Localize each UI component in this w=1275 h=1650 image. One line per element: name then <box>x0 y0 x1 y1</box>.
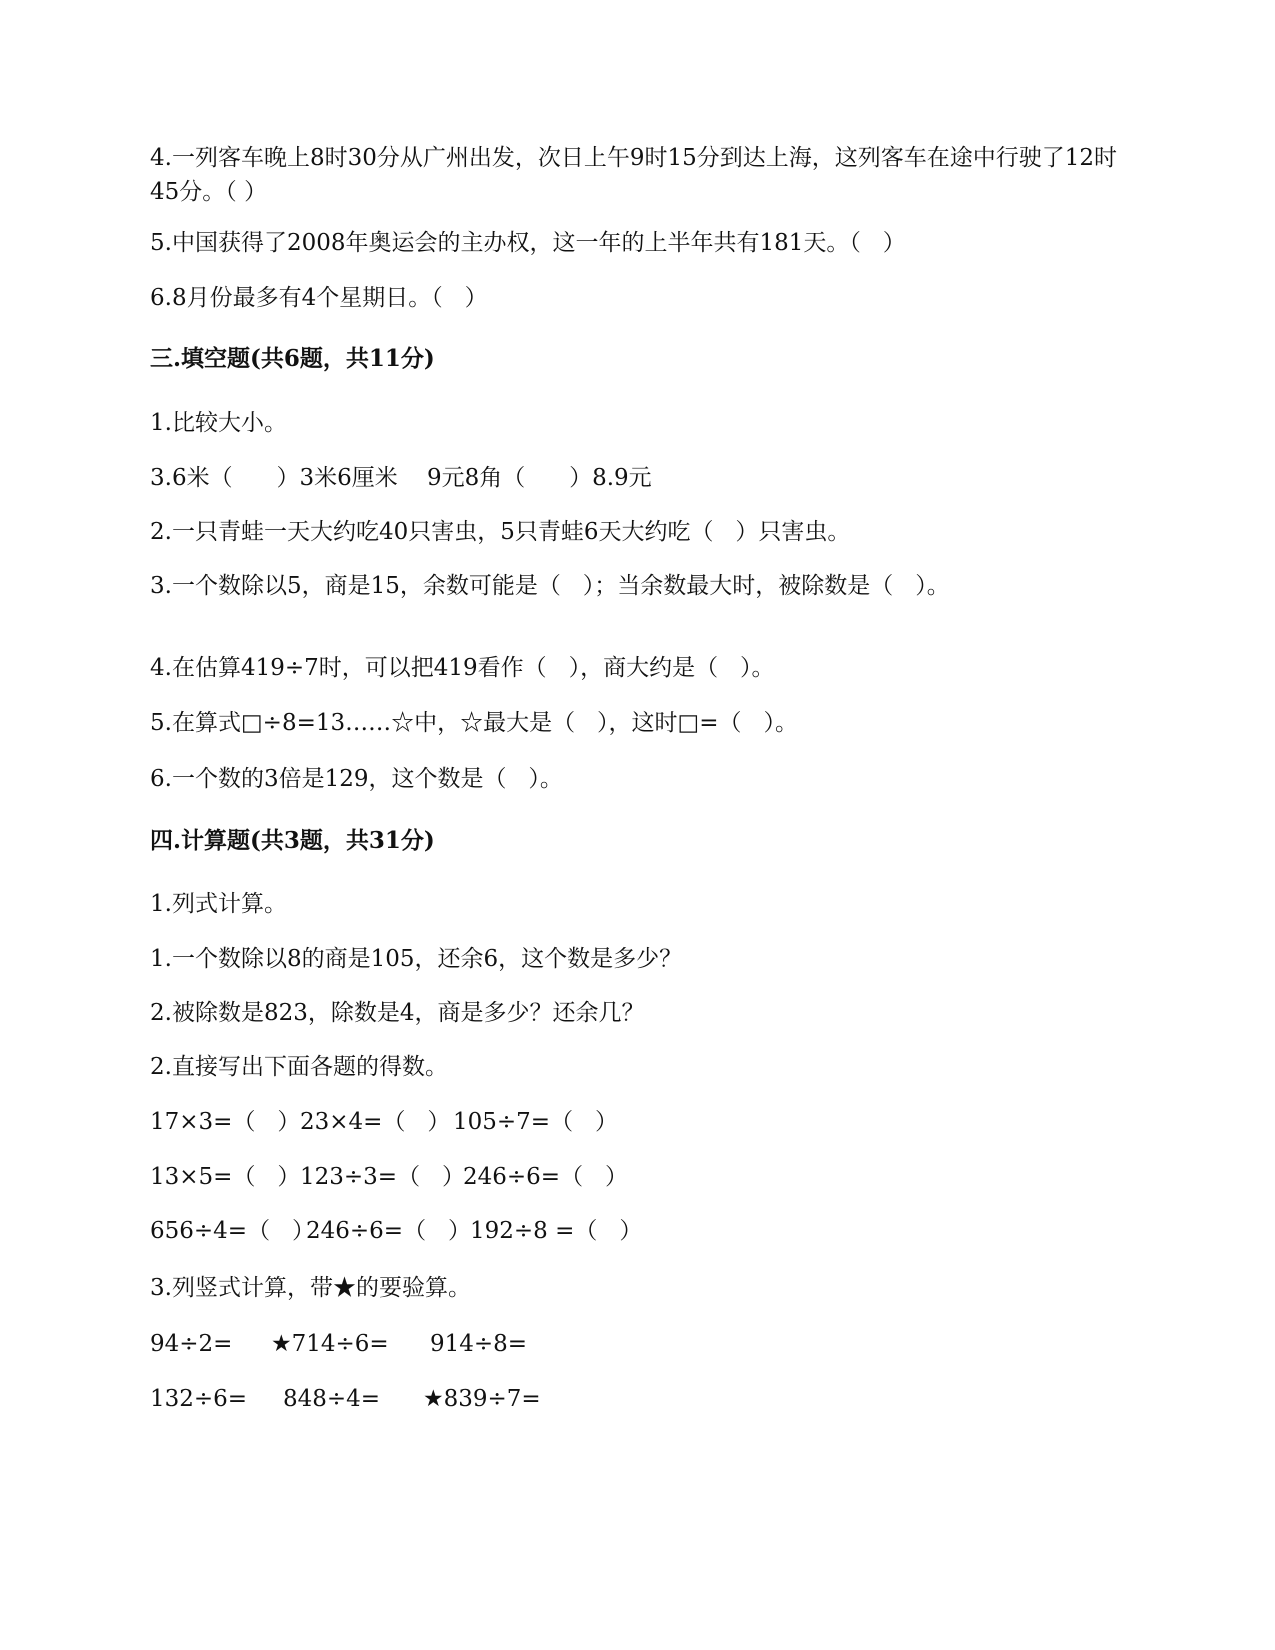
oral-calc-item: 13×5=（ ） <box>150 1164 301 1190</box>
fill-question-1: 1.比较大小。 <box>150 410 287 436</box>
vertical-calc-item: ★714÷6= <box>271 1331 389 1357</box>
fill-question-4: 4.在估算419÷7时，可以把419看作（ ），商大约是（ ）。 <box>150 655 775 681</box>
oral-calc-item: 123÷3=（ ） <box>300 1164 466 1190</box>
section-heading-fill-in: 三.填空题(共6题，共11分) <box>150 345 435 372</box>
oral-calc-item: 246÷6=（ ） <box>463 1164 629 1190</box>
vertical-calc-item: 848÷4= <box>283 1386 381 1412</box>
judgement-question-4: 4.一列客车晚上8时30分从广州出发，次日上午9时15分到达上海，这列客车在途中行驶了12时45分。（ ） <box>150 145 1118 205</box>
oral-calc-item: 656÷4=（ ） <box>150 1218 316 1244</box>
fill-question-3: 3.一个数除以5，商是15，余数可能是（ ）；当余数最大时，被除数是（ ）。 <box>150 573 950 599</box>
vertical-calc-item: 132÷6= <box>150 1386 248 1412</box>
calc-question-1-a: 1.一个数除以8的商是105，还余6，这个数是多少？ <box>150 946 683 972</box>
judgement-question-6: 6.8月份最多有4个星期日。（ ） <box>150 285 488 311</box>
calc-question-3: 3.列竖式计算，带★的要验算。 <box>150 1275 471 1301</box>
fill-question-6: 6.一个数的3倍是129，这个数是（ ）。 <box>150 766 563 792</box>
oral-calc-item: 17×3=（ ） <box>150 1109 301 1135</box>
fill-question-1-detail: 3.6米（ ）3米6厘米 9元8角（ ）8.9元 <box>150 465 652 491</box>
vertical-calc-item: 94÷2= <box>150 1331 233 1357</box>
vertical-calc-item: 914÷8= <box>430 1331 528 1357</box>
vertical-calc-item: ★839÷7= <box>423 1386 541 1412</box>
judgement-question-5: 5.中国获得了2008年奥运会的主办权，这一年的上半年共有181天。（ ） <box>150 230 906 256</box>
calc-question-1-b: 2.被除数是823，除数是4，商是多少？还余几？ <box>150 1000 645 1026</box>
oral-calc-item: 192÷8 =（ ） <box>470 1218 643 1244</box>
fill-question-5: 5.在算式□÷8=13……☆中，☆最大是（ ），这时□=（ ）。 <box>150 710 798 736</box>
section-heading-calculation: 四.计算题(共3题，共31分) <box>150 827 435 854</box>
oral-calc-item: 246÷6=（ ） <box>306 1218 472 1244</box>
oral-calc-item: 105÷7=（ ） <box>453 1109 619 1135</box>
calc-question-2: 2.直接写出下面各题的得数。 <box>150 1054 448 1080</box>
calc-question-1: 1.列式计算。 <box>150 891 287 917</box>
oral-calc-item: 23×4=（ ） <box>300 1109 451 1135</box>
fill-question-2: 2.一只青蛙一天大约吃40只害虫，5只青蛙6天大约吃（ ）只害虫。 <box>150 519 851 545</box>
